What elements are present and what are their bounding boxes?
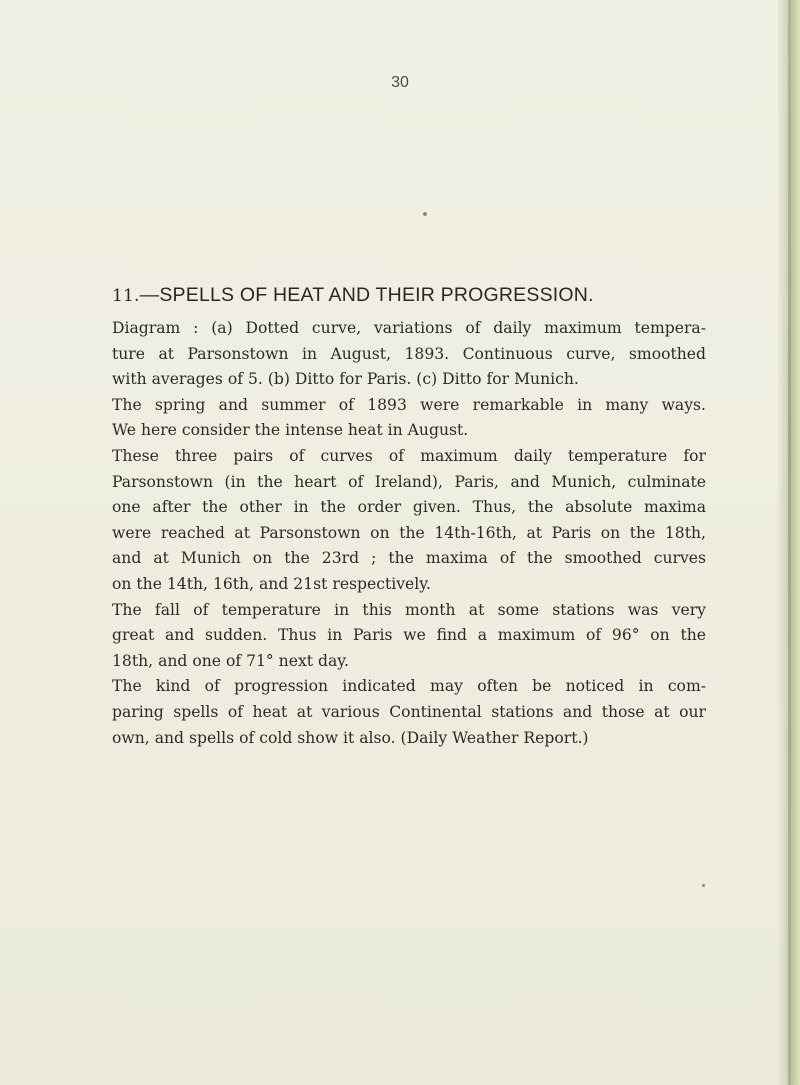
text-line: These three pairs of curves of maximum daily temperature for <box>112 446 706 465</box>
ink-speck <box>702 884 705 887</box>
page-number: 30 <box>391 74 409 91</box>
section-number: 11. <box>112 286 140 306</box>
paragraph <box>112 393 706 444</box>
text-line: ture at Parsonstown in August, 1893. Continuous curve, smoothed <box>112 344 706 363</box>
text-line: own, and spells of cold show it also. (Daily Weather Report.) <box>112 728 589 747</box>
diagram-caption <box>112 316 706 393</box>
text-line: Diagram : (a) Dotted curve, variations of daily maximum tempera- <box>112 319 706 337</box>
text-line: The spring and summer of 1893 were remarkable in many ways. <box>112 395 706 414</box>
text-line: We here consider the intense heat in August. <box>112 421 469 440</box>
paragraph <box>112 444 706 598</box>
section-content <box>112 284 706 751</box>
text-line: The kind of progression indicated may often be noticed in com- <box>112 677 706 696</box>
page-edge-shadow <box>788 0 791 1085</box>
paragraph <box>112 674 706 751</box>
text-line: one after the other in the order given. Thus, the absolute maxima <box>112 498 706 517</box>
ink-speck <box>423 212 427 216</box>
text-line: Parsonstown (in the heart of Ireland), Paris, and Munich, culminate <box>112 472 706 491</box>
text-line: and at Munich on the 23rd ; the maxima of the smoothed curves <box>112 549 706 568</box>
paragraph <box>112 598 706 675</box>
text-line: with averages of 5. (b) Ditto for Paris. (c) Ditto for Munich. <box>112 370 579 389</box>
section-title: —SPELLS OF HEAT AND THEIR PROGRESSION. <box>139 284 594 306</box>
text-line: great and sudden. Thus in Paris we find a maximum of 96° on the <box>112 626 706 645</box>
text-line: on the 14th, 16th, and 21st respectively. <box>112 574 431 593</box>
text-line: 18th, and one of 71° next day. <box>112 651 349 670</box>
section-heading <box>112 284 706 307</box>
text-line: were reached at Parsonstown on the 14th-16th, at Paris on the 18th, <box>112 523 706 542</box>
text-line: paring spells of heat at various Continental stations and those at our <box>112 702 706 721</box>
text-line: The fall of temperature in this month at some stations was very <box>112 600 706 619</box>
